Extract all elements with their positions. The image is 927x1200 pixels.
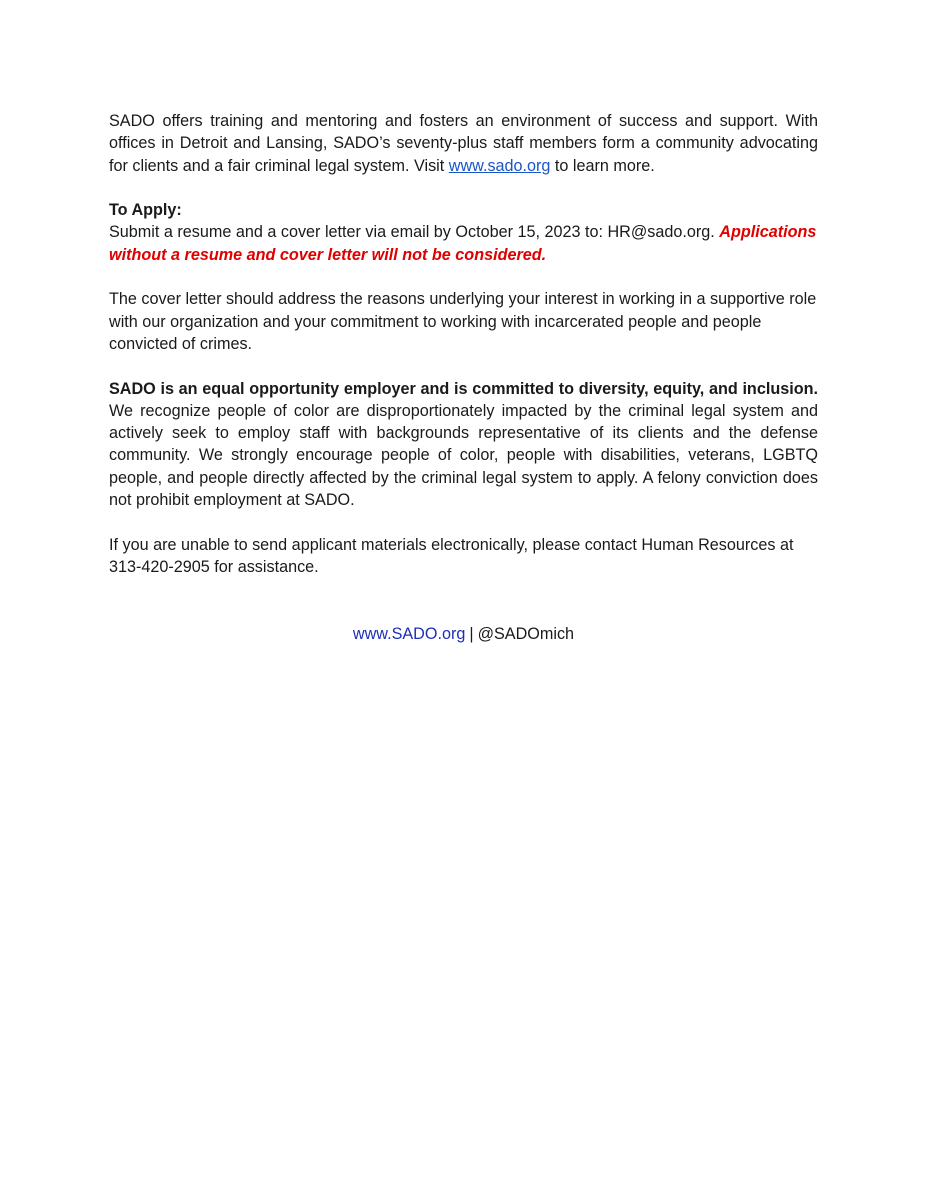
equal-opportunity-statement: SADO is an equal opportunity employer and is committed to diversity, equity, and inclusion. bbox=[109, 379, 818, 398]
equal-opportunity-text: We recognize people of color are disproportionately impacted by the criminal legal system and actively seek to employ staff with backgrounds representative of its clients and the defense community. We strongly encourage people of color, people with disabilities, veterans, LGBTQ people, and people directly affected by the criminal legal system to apply. A felony conviction does not prohibit employment at SADO. bbox=[109, 401, 818, 510]
assistance-text: If you are unable to send applicant materials electronically, please contact Human Resources at 313-420-2905 for assistance. bbox=[109, 535, 794, 576]
sado-website-link[interactable]: www.sado.org bbox=[448, 156, 551, 175]
footer-social-handle: @SADOmich bbox=[477, 625, 575, 643]
apply-section bbox=[109, 199, 818, 266]
footer-website-link[interactable]: www.SADO.org bbox=[352, 625, 466, 643]
cover-letter-text: The cover letter should address the reasons underlying your interest in working in a supportive role with our organization and your commitment to working with incarcerated people and people convicted of crimes. bbox=[109, 290, 817, 353]
assistance-paragraph bbox=[109, 534, 818, 579]
document-body bbox=[109, 110, 818, 601]
footer-separator: | bbox=[469, 625, 474, 643]
about-text-after-link: to learn more. bbox=[550, 156, 655, 175]
cover-letter-paragraph bbox=[109, 288, 818, 355]
document-footer bbox=[0, 623, 927, 645]
apply-warning: Applications without a resume and cover letter will not be considered. bbox=[109, 223, 817, 264]
about-paragraph bbox=[109, 110, 818, 177]
equal-opportunity-paragraph bbox=[109, 378, 818, 512]
about-text-before-link: SADO offers training and mentoring and fosters an environment of success and support. With offices in Detroit and Lansing, SADO’s seventy-plus staff members form a community advocating for clients and a fair criminal legal system. Visit bbox=[109, 112, 818, 175]
apply-heading: To Apply: bbox=[109, 201, 182, 220]
apply-instructions: Submit a resume and a cover letter via email by October 15, 2023 to: HR@sado.org. bbox=[109, 223, 720, 242]
